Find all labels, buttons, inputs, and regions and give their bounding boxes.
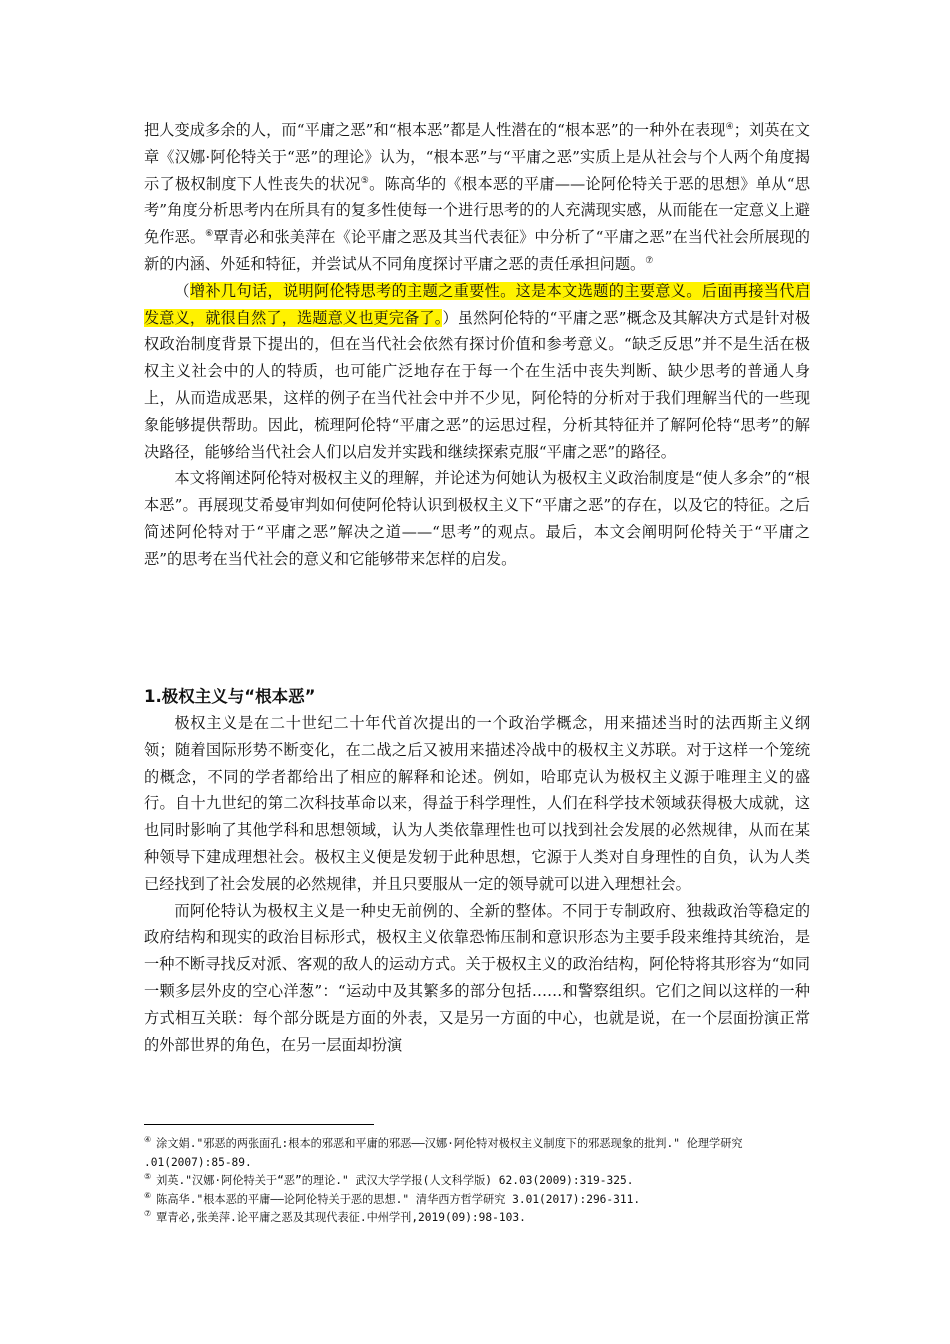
footnote-separator xyxy=(144,1124,374,1125)
footnotes xyxy=(144,1135,814,1228)
footnote-4: ④ 涂文娟."邪恶的两张面孔:根本的邪恶和平庸的邪恶——汉娜·阿伦特对极权主义制度下的邪恶现象的批判." 伦理学研究 .01(2007):85-89. xyxy=(144,1135,743,1169)
section1-body xyxy=(144,710,810,1058)
intro-paragraph-3: 本文将阐述阿伦特对极权主义的理解，并论述为何她认为极权主义政治制度是“使人多余”的“根本恶”。再展现艾希曼审判如何使阿伦特认识到极权主义下“平庸之恶”的存在，以及它的特征。之后简述阿伦特对于“平庸之恶”解决之道——“思考”的观点。最后，本文会阐明阿伦特关于“平庸之恶”的思考在当代社会的意义和它能够带来怎样的启发。 xyxy=(144,469,810,568)
intro-paragraph-1: 把人变成多余的人，而“平庸之恶”和“根本恶”都是人性潜在的“根本恶”的一种外在表现④；刘英在文章《汉娜·阿伦特关于“恶”的理论》认为，“根本恶”与“平庸之恶”实质上是从社会与个人两个角度揭示了极权制度下人性丧失的状况⑤。陈高华的《根本恶的平庸——论阿伦特关于恶的思想》单从“思考”角度分析思考内在所具有的复多性使每一个进行思考的的人充满现实感，从而能在一定意义上避免作恶。⑥覃青必和张美萍在《论平庸之恶及其当代表征》中分析了“平庸之恶”在当代社会所展现的新的内涵、外延和特征，并尝试从不同角度探讨平庸之恶的责任承担问题。⑦ xyxy=(144,121,811,273)
section1-paragraph-2: 而阿伦特认为极权主义是一种史无前例的、全新的整体。不同于专制政府、独裁政治等稳定的政府结构和现实的政治目标形式，极权主义依靠恐怖压制和意识形态为主要手段来维持其统治，是一种不断寻找反对派、客观的敌人的运动方式。关于极权主义的政治结构，阿伦特将其形容为“如同一颗多层外皮的空心洋葱”：“运动中及其繁多的部分包括……和警察组织。它们之间以这样的一种方式相互关联：每个部分既是方面的外表，又是另一方面的中心，也就是说，在一个层面扮演正常的外部世界的角色，在另一层面却扮演 xyxy=(144,901,810,1054)
section-heading: 1.极权主义与“根本恶” xyxy=(144,687,316,706)
footnote-ref-6[interactable]: ⑥ xyxy=(205,229,214,240)
footnote-7: ⑦ 覃青必,张美萍.论平庸之恶及其现代表征.中州学刊,2019(09):98-103. xyxy=(144,1209,526,1224)
footnote-ref-4[interactable]: ④ xyxy=(725,121,734,132)
footnote-ref-5[interactable]: ⑤ xyxy=(360,175,370,186)
footnote-ref-7[interactable]: ⑦ xyxy=(645,255,654,266)
footnote-6: ⑥ 陈高华."根本恶的平庸——论阿伦特关于恶的思想." 清华西方哲学研究 3.01(2017):296-311. xyxy=(144,1190,641,1206)
highlighted-comment: 增补几句话，说明阿伦特思考的主题之重要性。这是本文选题的主要意义。后面再接当代启发意义，就很自然了，选题意义也更完备了。 xyxy=(144,281,811,327)
footnote-5: ⑤ 刘英."汉娜·阿伦特关于“恶”的理论." 武汉大学学报(人文科学版) 62.03(2009):319-325. xyxy=(144,1172,634,1187)
intro-paragraph-2: （增补几句话，说明阿伦特思考的主题之重要性。这是本文选题的主要意义。后面再接当代启发意义，就很自然了，选题意义也更完备了。）虽然阿伦特的“平庸之恶”概念及其解决方式是针对极权政治制度背景下提出的，但在当代社会依然有探讨价值和参考意义。“缺乏反思”并不是生活在极权主义社会中的人的特质，也可能广泛地存在于每一个在生活中丧失判断、缺少思考的普通人身上，从而造成恶果，这样的例子在当代社会中并不少见，阿伦特的分析对于我们理解当代的一些现象能够提供帮助。因此，梳理阿伦特“平庸之恶”的运思过程，分析其特征并了解阿伦特“思考”的解决路径，能够给当代社会人们以启发并实践和继续探索克服“平庸之恶”的路径。 xyxy=(144,281,811,461)
section1-paragraph-1: 极权主义是在二十世纪二十年代首次提出的一个政治学概念，用来描述当时的法西斯主义纲领；随着国际形势不断变化，在二战之后又被用来描述冷战中的极权主义苏联。对于这样一个笼统的概念，不同的学者都给出了相应的解释和论述。例如，哈耶克认为极权主义源于唯理主义的盛行。自十九世纪的第二次科技革命以来，得益于科学理性，人们在科学技术领域获得极大成就，这也同时影响了其他学科和思想领域，认为人类依靠理性也可以找到社会发展的必然规律，从而在某种领导下建成理想社会。极权主义便是发轫于此种思想，它源于人类对自身理性的自负，认为人类已经找到了社会发展的必然规律，并且只要服从一定的领导就可以进入理想社会。 xyxy=(144,714,810,893)
intro-body xyxy=(144,117,810,573)
